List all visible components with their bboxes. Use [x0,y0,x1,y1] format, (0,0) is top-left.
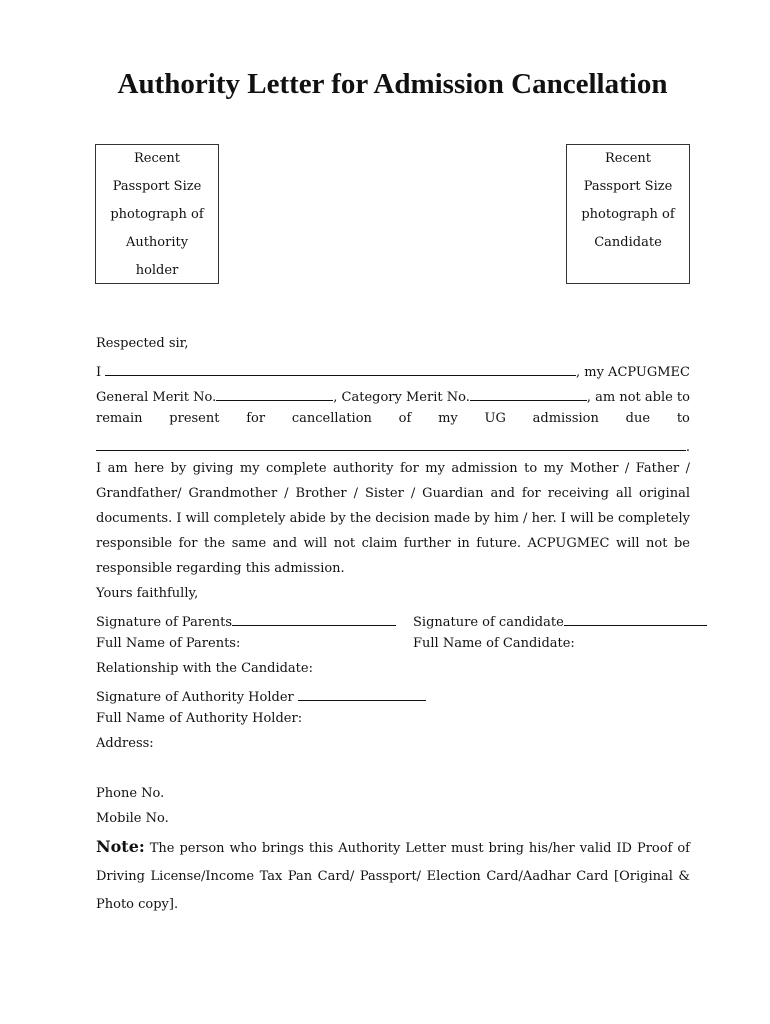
signature-authority-label: Signature of Authority Holder [96,690,294,705]
mobile-label: Mobile No. [96,811,169,826]
category-merit-blank[interactable] [470,386,587,401]
reason-blank[interactable] [96,436,686,451]
merit-line [96,386,690,405]
reason-word: UG [484,411,506,426]
photo-box-text: Passport Size [583,179,673,194]
photo-box-text: holder [135,263,179,278]
reason-word: due [625,411,651,426]
photo-box-text: photograph of [581,207,675,222]
signature-parents-blank[interactable] [232,611,396,626]
photo-box-text: Passport Size [112,179,202,194]
signature-candidate-blank[interactable] [564,611,707,626]
page-title: Authority Letter for Admission Cancellation [117,68,668,100]
merit-line-tail: , am not able to [586,390,690,405]
reason-word: remain [96,411,143,426]
photo-box-text: photograph of [110,207,204,222]
reason-word: my [438,411,458,426]
name-line-prefix: I [96,365,102,380]
signature-parents-label: Signature of Parents [96,615,233,630]
note-block [96,833,690,919]
reason-word: cancellation [291,411,372,426]
salutation: Respected sir, [96,336,189,351]
photo-box-text: Candidate [594,235,662,250]
reason-word: admission [532,411,599,426]
name-line-suffix: , my ACPUGMEC [575,365,690,380]
full-name-authority-label: Full Name of Authority Holder: [96,711,303,726]
signature-candidate-row [413,611,707,630]
signature-authority-row [96,686,426,705]
category-merit-label: , Category Merit No. [333,390,470,405]
signature-parents-row [96,611,396,630]
signature-candidate-label: Signature of candidate [413,615,564,630]
name-blank[interactable] [105,361,576,376]
note-label: Note: [96,837,145,856]
phone-label: Phone No. [96,786,165,801]
authority-paragraph: I am here by giving my complete authority for my admission to my Mother / Father / Grandfather/ Grandmother / Brother / Sister / Guardian and for receiving all original documents. I will completely abide by the decision made by him / her. I will be completely responsible for the same and will not claim further in future. ACPUGMEC will not be responsible regarding this admission. [96,461,690,576]
reason-blank-line [96,436,690,455]
closing: Yours faithfully, [96,586,199,601]
full-name-parents-label: Full Name of Parents: [96,636,241,651]
candidate-photo-box [566,144,690,284]
reason-word: of [398,411,412,426]
reason-word: to [676,411,690,426]
full-name-candidate-label: Full Name of Candidate: [413,636,575,651]
signature-authority-blank[interactable] [298,686,426,701]
reason-line [96,411,690,426]
name-line [96,361,690,380]
reason-word: for [246,411,266,426]
note-text: The person who brings this Authority Letter must bring his/her valid ID Proof of Driving License/Income Tax Pan Card/ Passport/ Election Card/Aadhar Card [Original & Photo copy]. [96,841,690,912]
authority-photo-box [95,144,219,284]
reason-line-end: . [685,440,690,455]
general-merit-blank[interactable] [216,386,333,401]
photo-box-text: Recent [604,151,652,166]
photo-box-text: Recent [133,151,181,166]
relationship-label: Relationship with the Candidate: [96,661,313,676]
reason-word: present [169,411,220,426]
address-label: Address: [96,736,154,751]
photo-box-text: Authority [125,235,189,250]
general-merit-label: General Merit No. [96,390,217,405]
